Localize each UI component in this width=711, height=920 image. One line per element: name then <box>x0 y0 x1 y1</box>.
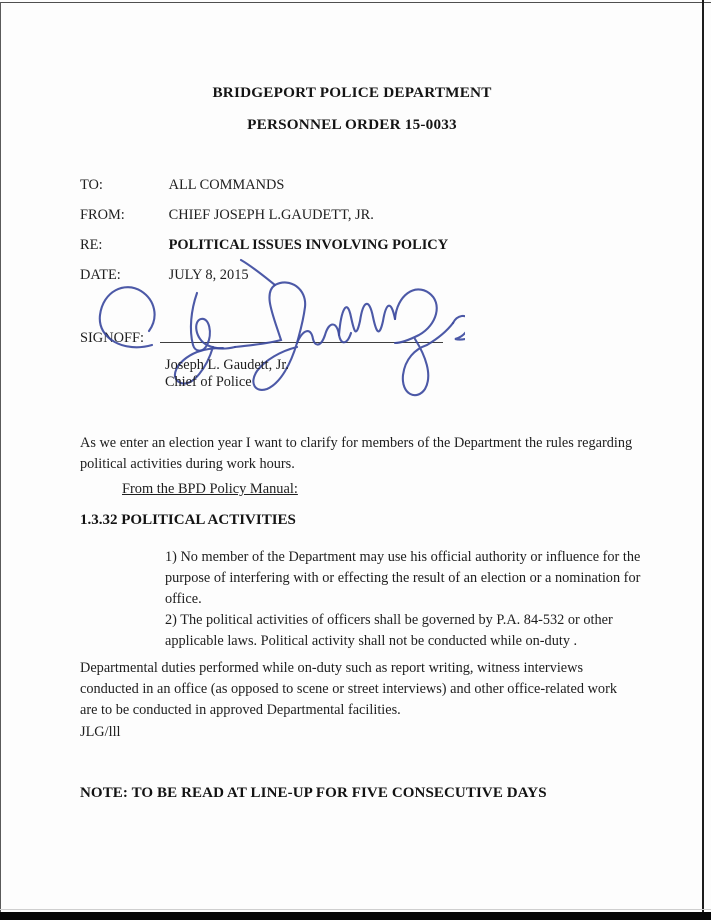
closing-line-3: are to be conducted in approved Departmental facilities. <box>80 702 401 718</box>
meta-row-re <box>80 237 448 254</box>
scan-border-right <box>702 0 704 920</box>
item1-line-1: 1) No member of the Department may use his official authority or influence for the <box>165 549 641 565</box>
item2-line-2: applicable laws. Political activity shall not be conducted while on-duty . <box>165 633 578 649</box>
from-label: FROM: <box>80 207 125 223</box>
meta-row-from <box>80 207 374 224</box>
signer-title: Chief of Police <box>165 374 252 390</box>
order-number-title: PERSONNEL ORDER 15-0033 <box>247 116 457 133</box>
intro-paragraph <box>80 433 632 475</box>
scan-border-top <box>0 2 711 3</box>
signoff-label: SIGNOFF: <box>80 330 144 346</box>
readout-note: NOTE: TO BE READ AT LINE-UP FOR FIVE CONSECUTIVE DAYS <box>80 785 547 801</box>
scan-border-bottom-bar <box>0 912 711 920</box>
item1-line-2: purpose of interfering with or effecting the result of an election or a nomination for <box>165 570 641 586</box>
to-value: ALL COMMANDS <box>168 177 285 193</box>
closing-paragraph <box>80 658 617 721</box>
to-label: TO: <box>80 177 103 193</box>
signer-name: Joseph L. Gaudett, Jr. <box>165 357 289 373</box>
handwritten-signature <box>85 255 465 423</box>
from-value: CHIEF JOSEPH L.GAUDETT, JR. <box>168 207 374 223</box>
section-heading: 1.3.32 POLITICAL ACTIVITIES <box>80 512 296 528</box>
scan-border-left <box>0 2 1 920</box>
intro-line-2: political activities during work hours. <box>80 456 295 472</box>
department-title: BRIDGEPORT POLICE DEPARTMENT <box>212 84 492 101</box>
intro-line-1: As we enter an election year I want to clarify for members of the Department the rules regarding <box>80 435 633 451</box>
closing-line-1: Departmental duties performed while on-duty such as report writing, witness interviews <box>80 660 584 676</box>
policy-item-1 <box>165 547 640 610</box>
author-initials: JLG/lll <box>80 724 121 740</box>
date-label: DATE: <box>80 267 121 283</box>
item1-line-3: office. <box>165 591 202 607</box>
date-value: JULY 8, 2015 <box>168 267 249 283</box>
re-value: POLITICAL ISSUES INVOLVING POLICY <box>168 237 449 253</box>
policy-item-2 <box>165 610 613 652</box>
re-label: RE: <box>80 237 103 253</box>
policy-source-heading: From the BPD Policy Manual: <box>122 481 298 497</box>
meta-row-to <box>80 177 284 194</box>
closing-line-2: conducted in an office (as opposed to scene or street interviews) and other office-related work <box>80 681 617 697</box>
scan-border-bottom-faint <box>0 909 711 910</box>
item2-line-1: 2) The political activities of officers shall be governed by P.A. 84-532 or other <box>165 612 613 628</box>
